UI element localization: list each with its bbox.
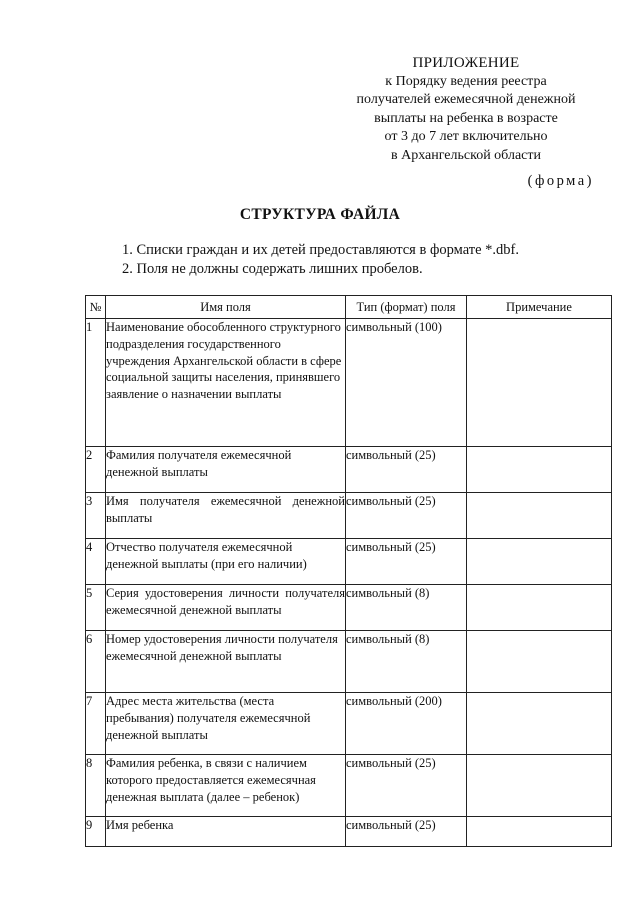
row-number: 4 [86,539,106,585]
row-number: 8 [86,755,106,817]
row-number: 3 [86,493,106,539]
row-number: 9 [86,817,106,847]
field-type: символьный (25) [346,755,467,817]
field-note [467,493,612,539]
column-header-note: Примечание [467,296,612,319]
field-type: символьный (8) [346,631,467,693]
row-number: 5 [86,585,106,631]
field-note [467,817,612,847]
form-label: (форма) [527,173,594,189]
column-header-type: Тип (формат) поля [346,296,467,319]
column-header-name: Имя поля [106,296,346,319]
field-name: Серия удостоверения личности получателя ежемесячной денежной выплаты [106,585,346,631]
appendix-line: к Порядку ведения реестра [385,73,547,89]
field-name: Фамилия ребенка, в связи с наличием которого предоставляется ежемесячная денежная выплата (далее – ребенок) [106,755,346,817]
table-row [86,539,612,585]
table-row [86,755,612,817]
field-name: Номер удостоверения личности получателя ежемесячной денежной выплаты [106,631,346,693]
field-name: Имя ребенка [106,817,346,847]
table-row [86,817,612,847]
field-note [467,447,612,493]
field-name: Адрес места жительства (места пребывания) получателя ежемесячной денежной выплаты [106,693,346,755]
table-row [86,319,612,447]
appendix-line: выплаты на ребенка в возрасте [374,110,558,126]
table-header-row [86,296,612,319]
field-type: символьный (25) [346,817,467,847]
notes-list [122,241,519,279]
field-note [467,693,612,755]
row-number: 7 [86,693,106,755]
appendix-heading: ПРИЛОЖЕНИЕ [412,55,520,71]
field-type: символьный (25) [346,539,467,585]
appendix-line: от 3 до 7 лет включительно [384,129,548,144]
field-name: Отчество получателя ежемесячной денежной выплаты (при его наличии) [106,539,346,585]
structure-table [85,295,612,847]
table-row [86,585,612,631]
table-row [86,693,612,755]
field-note [467,631,612,693]
field-note [467,755,612,817]
field-type: символьный (25) [346,493,467,539]
table-row [86,631,612,693]
appendix-line: получателей ежемесячной денежной [356,92,576,107]
note-item: 1. Списки граждан и их детей предоставляются в формате *.dbf. [122,242,519,258]
column-header-num: № [86,296,106,319]
field-name: Имя получателя ежемесячной денежной выплаты [106,493,346,539]
row-number: 6 [86,631,106,693]
field-type: символьный (200) [346,693,467,755]
field-type: символьный (100) [346,319,467,447]
table-row [86,447,612,493]
appendix-block [330,54,602,165]
row-number: 2 [86,447,106,493]
appendix-line: в Архангельской области [391,147,541,163]
table-row [86,493,612,539]
field-name: Наименование обособленного структурного подразделения государственного учреждения Архангельской области в сфере социальной защиты населения, принявшего заявление о назначении выплаты [106,319,346,447]
note-item: 2. Поля не должны содержать лишних пробелов. [122,261,423,277]
field-type: символьный (25) [346,447,467,493]
field-type: символьный (8) [346,585,467,631]
field-note [467,539,612,585]
row-number: 1 [86,319,106,447]
field-note [467,585,612,631]
field-note [467,319,612,447]
document-title: СТРУКТУРА ФАЙЛА [239,206,401,223]
field-name: Фамилия получателя ежемесячной денежной выплаты [106,447,346,493]
